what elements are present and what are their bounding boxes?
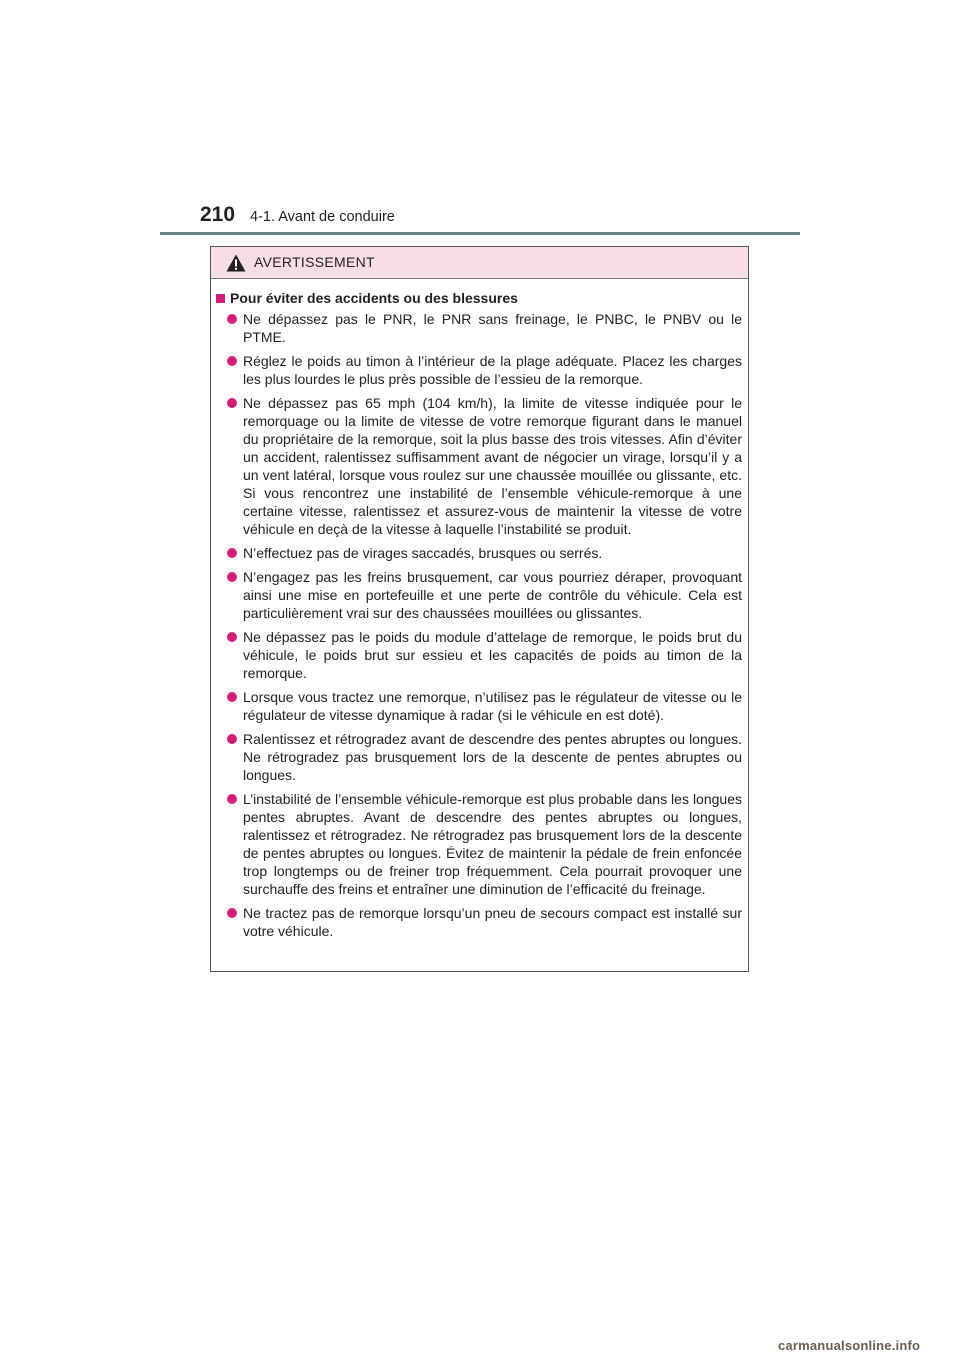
bullet-dot-icon (227, 314, 237, 324)
bullet-dot-icon (227, 398, 237, 408)
square-bullet-icon (216, 294, 225, 303)
warning-header (211, 247, 748, 279)
bullet-dot-icon (227, 632, 237, 642)
warning-heading-text: Pour éviter des accidents ou des blessures (230, 290, 518, 306)
warning-triangle-icon (226, 254, 246, 272)
section-title: 4-1. Avant de conduire (250, 209, 395, 225)
warning-item (216, 394, 742, 538)
warning-item-text: N’effectuez pas de virages saccadés, brusques ou serrés. (243, 545, 603, 561)
warning-item-text: Ralentissez et rétrogradez avant de descendre des pentes abruptes ou longues. Ne rétrogradez pas brusquement lors de la descente de pentes abruptes ou longues. (243, 731, 742, 783)
watermark: carmanualsonline.info (778, 1338, 921, 1353)
warning-item (216, 310, 742, 346)
warning-body (211, 279, 748, 940)
warning-item (216, 352, 742, 388)
warning-label: AVERTISSEMENT (254, 254, 375, 270)
bullet-dot-icon (227, 356, 237, 366)
warning-item-text: Ne dépassez pas le PNR, le PNR sans freinage, le PNBC, le PNBV ou le PTME. (243, 311, 742, 345)
warning-item (216, 688, 742, 724)
warning-item-text: Lorsque vous tractez une remorque, n’utilisez pas le régulateur de vitesse ou le régulateur de vitesse dynamique à radar (si le véhicule en est doté). (243, 689, 742, 723)
bullet-dot-icon (227, 794, 237, 804)
warning-item (216, 904, 742, 940)
warning-item-text: Ne dépassez pas 65 mph (104 km/h), la limite de vitesse indiquée pour le remorquage ou la limite de vitesse de votre remorque figurant dans le manuel du propriétaire de la remorque, soit la plus basse des trois vitesses. Afin d’éviter un accident, ralentissez suffisamment avant de négocier un virage, lorsqu’il y a un vent latéral, lorsque vous roulez sur une chaussée mouillée ou glissante, etc. Si vous rencontrez une instabilité de l’ensemble véhicule-remorque à une certaine vitesse, ralentissez et assurez-vous de maintenir la vitesse de votre véhicule en deçà de la vitesse à laquelle l’instabilité se produit. (243, 395, 742, 537)
warning-item-text: Réglez le poids au timon à l’intérieur de la plage adéquate. Placez les charges les plus lourdes le plus près possible de l’essieu de la remorque. (243, 353, 742, 387)
bullet-dot-icon (227, 908, 237, 918)
bullet-dot-icon (227, 572, 237, 582)
warning-heading (216, 289, 742, 307)
warning-item (216, 628, 742, 682)
warning-item-text: L’instabilité de l’ensemble véhicule-remorque est plus probable dans les longues pentes abruptes. Avant de descendre des pentes abruptes ou longues, ralentissez et rétrogradez. Ne rétrogradez pas brusquement lors de la descente de pentes abruptes ou longues. Évitez de maintenir la pédale de frein enfoncée trop longtemps ou de freiner trop fréquemment. Cela pourrait provoquer une surchauffe des freins et entraîner une diminution de l’efficacité du freinage. (243, 791, 742, 897)
warning-box (210, 246, 749, 972)
page-number: 210 (200, 203, 236, 226)
warning-item-text: Ne tractez pas de remorque lorsqu’un pneu de secours compact est installé sur votre véhicule. (243, 905, 742, 939)
bullet-dot-icon (227, 548, 237, 558)
page-header (200, 201, 800, 231)
bullet-dot-icon (227, 692, 237, 702)
warning-item-text: N’engagez pas les freins brusquement, car vous pourriez déraper, provoquant ainsi une mise en portefeuille et une perte de contrôle du véhicule. Cela est particulièrement vrai sur des chaussées mouillées ou glissantes. (243, 569, 742, 621)
warning-item (216, 730, 742, 784)
warning-item-text: Ne dépassez pas le poids du module d’attelage de remorque, le poids brut du véhicule, le poids brut sur essieu et les capacités de poids au timon de la remorque. (243, 629, 742, 681)
warning-item (216, 568, 742, 622)
header-rule (160, 232, 800, 235)
warning-item (216, 790, 742, 898)
warning-item (216, 544, 742, 562)
warning-item-list (216, 310, 742, 940)
bullet-dot-icon (227, 734, 237, 744)
